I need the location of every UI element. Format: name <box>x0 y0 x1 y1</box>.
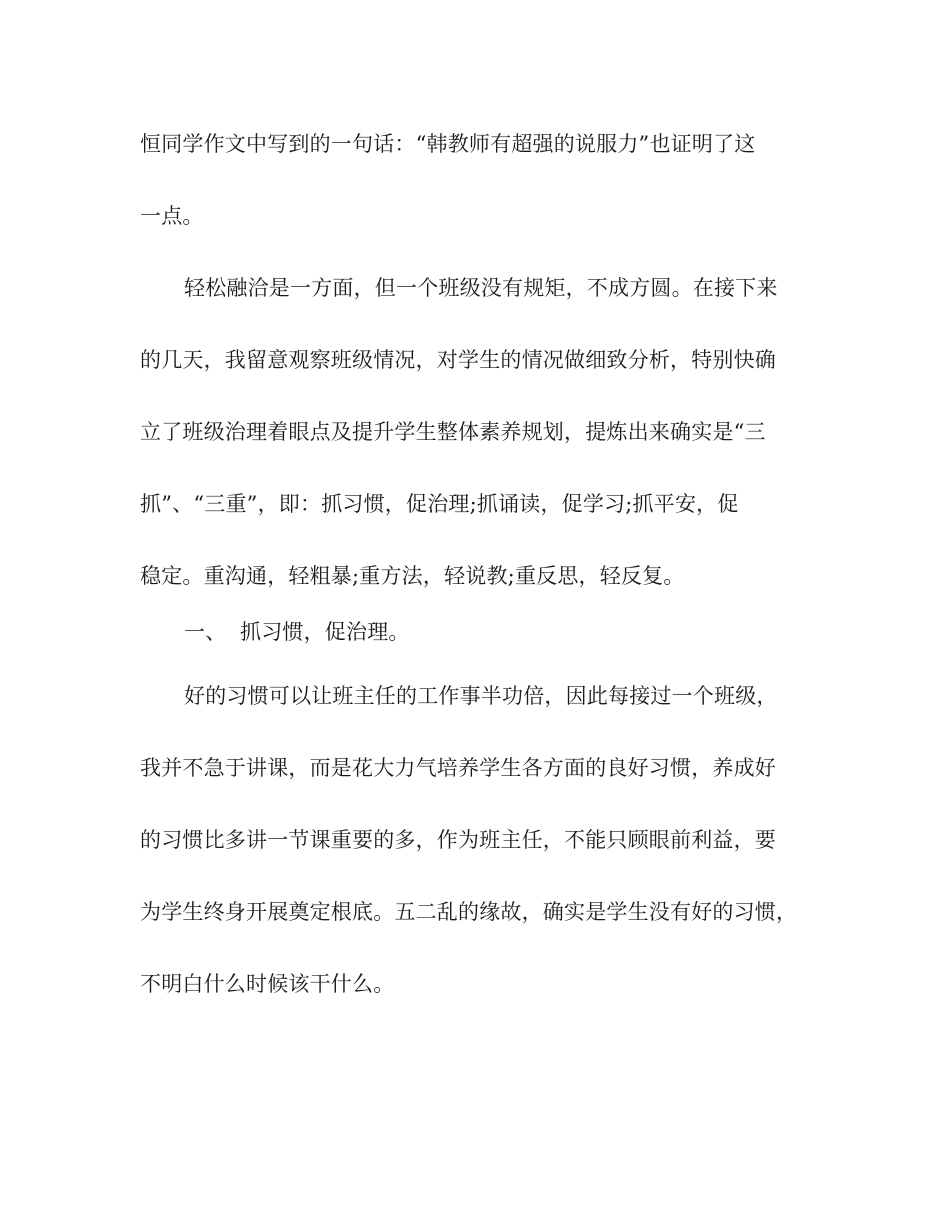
paragraph-line: 的习惯比多讲一节课重要的多，作为班主任，不能只顾眼前利益，要 <box>140 828 776 852</box>
paragraph-line: 不明白什么时候该干什么。 <box>140 972 395 996</box>
section-heading-title: 抓习惯，促治理。 <box>240 620 410 644</box>
paragraph-line: 我并不急于讲课，而是花大力气培养学生各方面的良好习惯，养成好 <box>140 756 776 780</box>
paragraph-line: 好的习惯可以让班主任的工作事半功倍，因此每接过一个班级， <box>184 684 778 708</box>
paragraph-line: 为学生终身开展奠定根底。五二乱的缘故，确实是学生没有好的习惯， <box>140 900 798 924</box>
section-heading-number: 一、 <box>184 620 227 644</box>
paragraph-line: 的几天，我留意观察班级情况，对学生的情况做细致分析，特别快确 <box>140 348 776 372</box>
paragraph-line: 一点。 <box>140 204 204 228</box>
paragraph-line: 轻松融洽是一方面，但一个班级没有规矩，不成方圆。在接下来 <box>184 276 778 300</box>
paragraph-line: 抓”、“三重”，即：抓习惯，促治理;抓诵读，促学习;抓平安，促 <box>140 492 739 516</box>
paragraph-line: 恒同学作文中写到的一句话：“韩教师有超强的说服力”也证明了这 <box>140 132 756 156</box>
paragraph-line: 立了班级治理着眼点及提升学生整体素养规划，提炼出来确实是“三 <box>140 420 766 444</box>
paragraph-line: 稳定。重沟通，轻粗暴;重方法，轻说教;重反思，轻反复。 <box>140 564 685 588</box>
